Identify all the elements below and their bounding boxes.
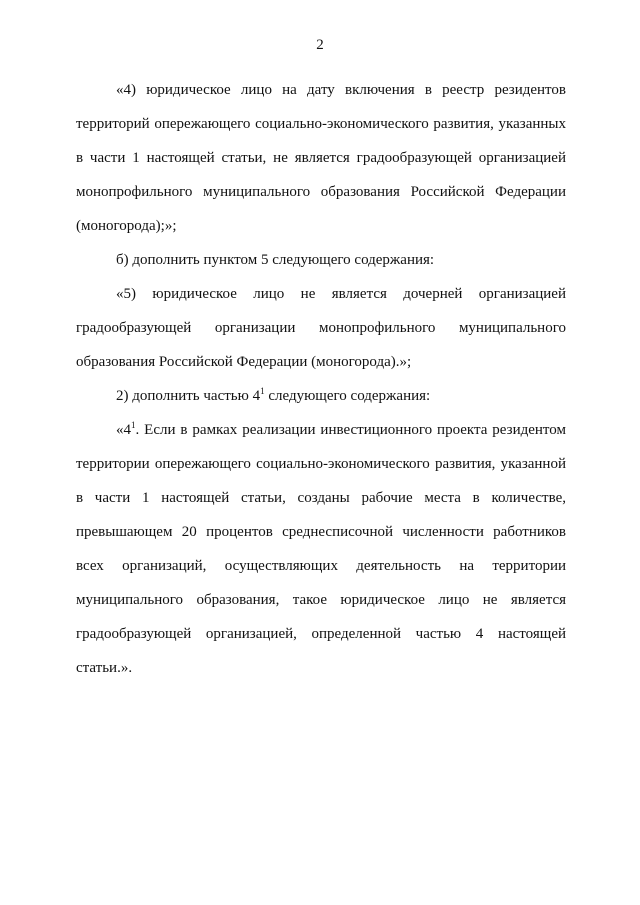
amendment-2-text-end: следующего содержания: xyxy=(264,388,431,404)
superscript-marker: 1 xyxy=(131,420,136,430)
paragraph-item-5: «5) юридическое лицо не является дочерней организацией градообразующей организации монопрофильного муниципального образования Российской Федерации (моногорода).»; xyxy=(76,286,566,370)
paragraph-part-4-1 xyxy=(76,413,566,685)
superscript-marker: 1 xyxy=(260,386,265,396)
document-body xyxy=(76,73,566,685)
page-number: 2 xyxy=(316,37,324,53)
part-4-1-text-end: . Если в рамках реализации инвестиционного проекта резидентом территории опережающего социально-экономического развития, указанной в части 1 настоящей статьи, созданы рабочие места в количестве, превышающем 20 процентов среднесписочной численности работников всех организаций, осуществляющих деятельность на территории муниципального образования, такое юридическое лицо не является градообразующей организацией, определенной частью 4 настоящей статьи.». xyxy=(76,422,566,676)
paragraph-item-4: «4) юридическое лицо на дату включения в реестр резидентов территорий опережающего социально-экономического развития, указанных в части 1 настоящей статьи, не является градообразующей организацией монопрофильного муниципального образования Российской Федерации (моногорода);»; xyxy=(76,82,566,234)
amendment-2-text-start: 2) дополнить частью 4 xyxy=(116,388,261,404)
part-4-1-text-start: «4 xyxy=(116,422,131,438)
paragraph-amendment-2 xyxy=(76,379,566,413)
paragraph-amendment-b: б) дополнить пунктом 5 следующего содержания: xyxy=(116,252,435,268)
